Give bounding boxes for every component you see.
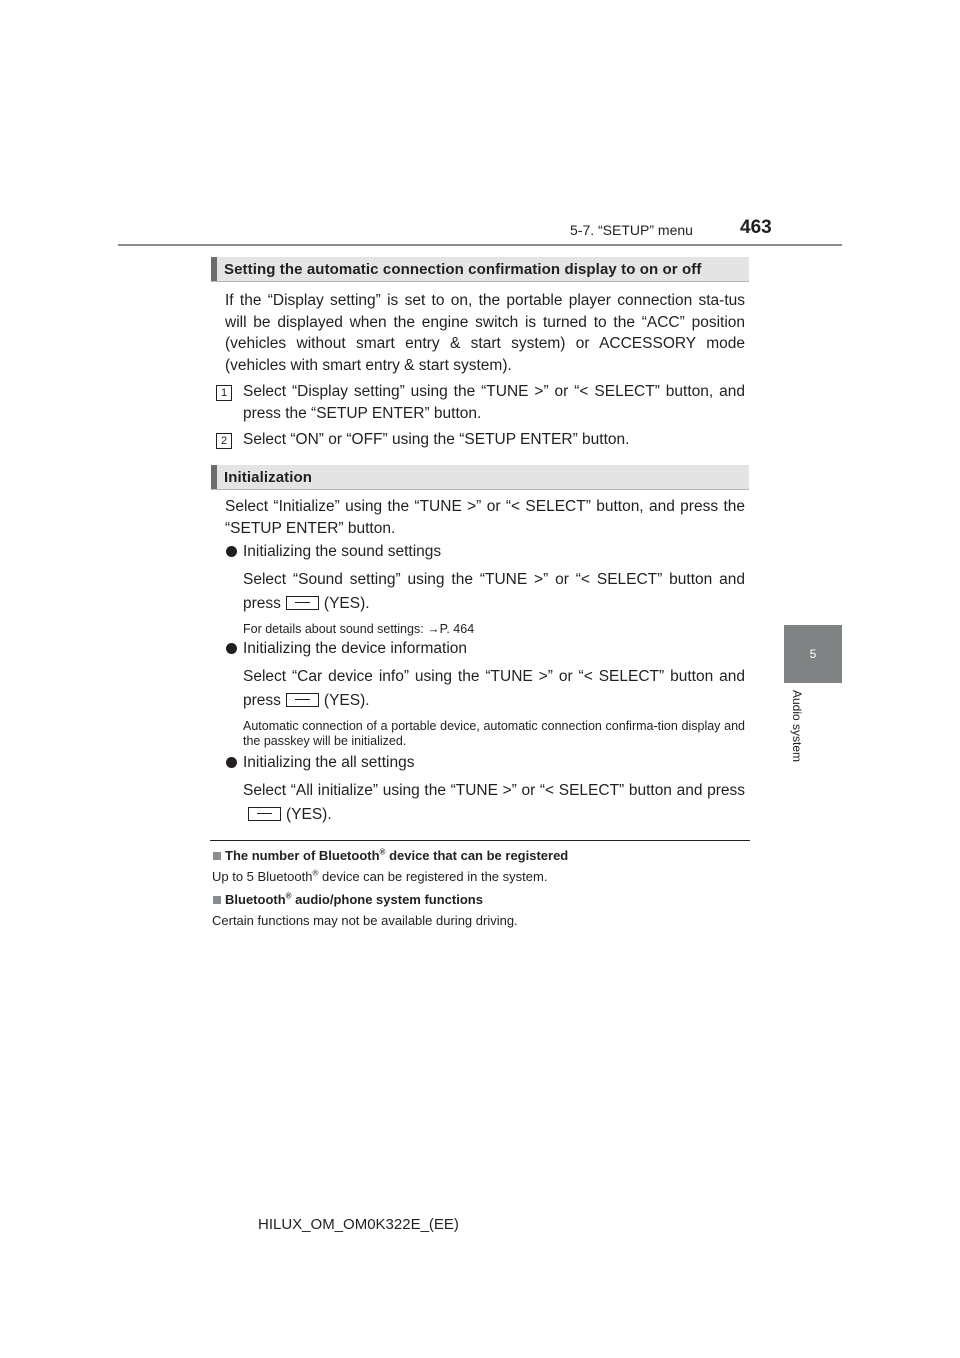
item-text-after: (YES). [286,806,332,823]
section-heading-auto-connection [211,257,749,282]
section-intro: If the “Display setting” is set to on, the portable player connection sta-tus will be displayed when the engine switch is turned to the “ACC” position (vehicles without smart entry & start system) or ACCESSORY mode (vehicles with smart entry & start system). [225,292,745,374]
yes-button-icon [248,807,281,821]
step-text: Select “Display setting” using the “TUNE >” or “< SELECT” button, and press the “SETUP ENTER” button. [243,383,745,422]
item-text-before: Select “All initialize” using the “TUNE >” or “< SELECT” button and press [243,782,745,799]
item-note: For details about sound settings: →P. 464 [243,622,475,636]
section-title: 5-7. “SETUP” menu [570,222,693,238]
bullet-icon [226,546,237,557]
note-square-icon [213,896,221,904]
step-text: Select “ON” or “OFF” using the “SETUP ENTER” button. [243,431,630,448]
note-body [212,913,518,928]
item-title: Initializing the sound settings [243,543,442,560]
step-number: 1 [216,385,232,401]
chapter-number: 5 [809,647,817,661]
registered-mark: ® [312,868,319,878]
item-note: Automatic connection of a portable device, automatic connection confirma-tion display and the passkey will be initialized. [243,719,745,748]
note-heading-text: audio/phone system functions [291,892,483,907]
note-heading-text: Bluetooth [225,892,286,907]
chapter-tab [784,625,842,683]
registered-mark: ® [379,847,386,857]
section-heading-text: Initialization [224,469,313,486]
item-text-after: (YES). [323,692,370,709]
item-text [243,665,745,713]
item-text-before: Select “Sound setting” using the “TUNE >” or “< SELECT” button and press [243,571,745,612]
registered-mark: ® [285,891,292,901]
header-rule [118,244,842,246]
notes-rule [210,840,750,841]
note-heading-text: The number of Bluetooth [225,848,380,863]
section-heading-text: Setting the automatic connection confirmation display to on or off [224,261,702,278]
item-title: Initializing the all settings [243,754,415,771]
step-number: 2 [216,433,232,449]
note-body-text: device can be registered in the system. [318,869,548,884]
item-text [243,779,745,827]
note-body [212,869,547,884]
bullet-icon [226,757,237,768]
note-body-text: Certain functions may not be available during driving. [212,913,518,928]
item-text-after: (YES). [323,595,370,612]
note-body-text: Up to 5 Bluetooth [212,869,313,884]
note-square-icon [213,852,221,860]
chapter-label-text: Audio system [790,690,804,763]
note-heading-text: device that can be registered [385,848,569,863]
yes-button-icon [286,596,319,610]
chapter-label [790,690,804,790]
yes-button-icon [286,693,319,707]
note-heading [225,892,483,907]
section-heading-initialization [211,465,749,490]
note-heading [225,848,568,863]
page-number: 463 [740,217,772,238]
item-title: Initializing the device information [243,640,468,657]
footer-code: HILUX_OM_OM0K322E_(EE) [258,1216,459,1233]
bullet-icon [226,643,237,654]
item-text [243,568,745,616]
item-text-before: Select “Car device info” using the “TUNE >” or “< SELECT” button and press [243,668,745,709]
section-intro: Select “Initialize” using the “TUNE >” or “< SELECT” button, and press the “SETUP ENTER” button. [225,498,745,537]
